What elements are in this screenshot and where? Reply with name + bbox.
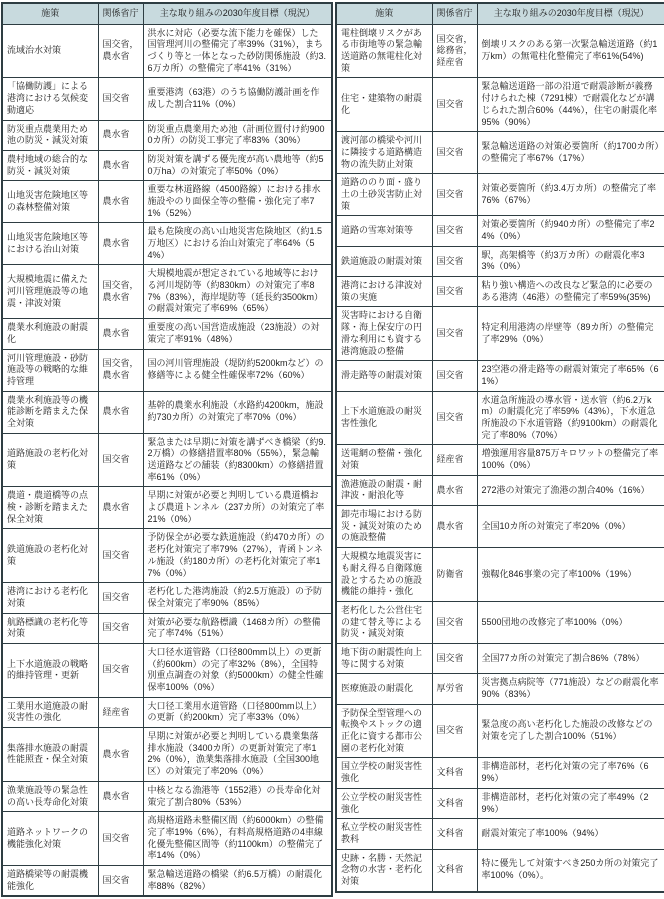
cell-ministry: 国交省 bbox=[432, 277, 477, 307]
cell-target: 予防保全が必要な鉄道施設（約470カ所）の老朽化対策完了率79%（27%），青函トンネル施設（約180カ所）の老朽化対策完了率17%（0%） bbox=[143, 529, 332, 583]
cell-ministry: 国交省，総務省，経産省 bbox=[432, 24, 477, 78]
table-row bbox=[2, 349, 332, 391]
table-row bbox=[336, 307, 664, 361]
cell-measure: 国立学校の耐災害性強化 bbox=[336, 758, 432, 788]
cell-target: 緊急または早期に対策を講ずべき橋梁（約9.2万橋）の修繕措置率80%（55%），緊急輸送道路などの舗装（約8300km）の修繕措置率61%（0%） bbox=[143, 433, 332, 487]
cell-target: 緊急度の高い老朽化した施設の改修などの対策を完了した割合100%（51%） bbox=[477, 704, 664, 758]
cell-ministry: 国交省 bbox=[98, 529, 143, 583]
table-row bbox=[336, 445, 664, 475]
cell-target: 粘り強い構造への改良など緊急的に必要のある港湾（46港）の整備完了率59%(35%) bbox=[477, 277, 664, 307]
cell-ministry: 農水省 bbox=[98, 150, 143, 180]
cell-measure: 史跡・名勝・天然記念物の水害・老朽化対策 bbox=[336, 849, 432, 892]
column-header-measure: 施策 bbox=[2, 3, 98, 24]
cell-ministry: 農水省 bbox=[98, 728, 143, 782]
cell-target: 中核となる漁港等（1552港）の長寿命化対策完了割合80%（53%） bbox=[143, 781, 332, 811]
cell-measure: 上下水道施設の耐災害性強化 bbox=[336, 391, 432, 445]
cell-ministry: 文科省 bbox=[432, 758, 477, 788]
cell-measure: 集落排水施設の耐震性能照査・保全対策 bbox=[2, 728, 98, 782]
column-header-target: 主な取り組みの2030年度目標（現況） bbox=[143, 3, 332, 24]
table-row bbox=[336, 819, 664, 849]
cell-target: 重要度の高い国営造成施設（23施設）の対策完了率91%（48%） bbox=[143, 319, 332, 349]
table-row bbox=[336, 475, 664, 505]
cell-target: 防災重点農業用ため池（計画位置付け約9000カ所）の防災工事完了率83%（30%） bbox=[143, 120, 332, 150]
cell-target: 23空港の滑走路等の耐震対策完了率65%（61%） bbox=[477, 361, 664, 391]
table-row bbox=[2, 120, 332, 150]
cell-measure: 農業水利施設の耐震化 bbox=[2, 319, 98, 349]
cell-ministry: 農水省 bbox=[98, 391, 143, 433]
table-row bbox=[2, 812, 332, 866]
cell-target: 緊急輸送道路の橋梁（約6.5万橋）の耐震化率88%（82%） bbox=[143, 865, 332, 896]
cell-target: 大規模地震が想定されている地域等における河川堤防等（約830km）の対策完了率87%（83%），海岸堤防等（延長約3500km）の耐震対策完了率69%（65%） bbox=[143, 265, 332, 319]
table-row bbox=[2, 78, 332, 120]
cell-measure: 鉄道施設の耐震対策 bbox=[336, 246, 432, 276]
cell-target: 大口径水道管路（口径800mm以上）の更新（約600km）の完了率32%（8%），全国特別重点調査の対象（約5000km）の健全性確保率100%（0%） bbox=[143, 643, 332, 697]
cell-target: 5500団地の改修完了率100%（0%） bbox=[477, 601, 664, 643]
cell-measure: 農村地域の総合的な防災・減災対策 bbox=[2, 150, 98, 180]
table-row bbox=[2, 319, 332, 349]
cell-ministry: 国交省，農水省 bbox=[98, 265, 143, 319]
cell-measure: 道路の雪寒対策等 bbox=[336, 216, 432, 246]
cell-ministry: 農水省 bbox=[98, 181, 143, 223]
table-row bbox=[2, 865, 332, 896]
cell-ministry: 国交省 bbox=[98, 865, 143, 896]
cell-target: 増強運用容量875万キロワットの整備完了率100%（0%） bbox=[477, 445, 664, 475]
cell-ministry: 国交省 bbox=[432, 246, 477, 276]
cell-measure: 大規模地震に備えた河川管理施設等の地震・津波対策 bbox=[2, 265, 98, 319]
cell-measure: 公立学校の耐災害性強化 bbox=[336, 788, 432, 818]
cell-measure: 鉄道施設の老朽化対策 bbox=[2, 529, 98, 583]
cell-ministry: 国交省 bbox=[432, 704, 477, 758]
cell-measure: 流域治水対策 bbox=[2, 24, 98, 78]
column-header-ministry: 関係省庁 bbox=[98, 3, 143, 24]
cell-target: 非構造部材，老朽化対策の完了率76%（69%） bbox=[477, 758, 664, 788]
cell-ministry: 国交省 bbox=[98, 613, 143, 643]
cell-target: 高規格道路未整備区間（約6000km）の整備完了率19%（6%），有料高規格道路の4車線化優先整備区間等（約1100km）の整備完了率14%（0%） bbox=[143, 812, 332, 866]
table-row bbox=[336, 361, 664, 391]
cell-target: 特定利用港湾の岸壁等（89カ所）の整備完了率29%（0%） bbox=[477, 307, 664, 361]
table-row bbox=[336, 674, 664, 704]
table-row bbox=[2, 728, 332, 782]
cell-measure: 山地災害危険地区等の森林整備対策 bbox=[2, 181, 98, 223]
table-row bbox=[336, 601, 664, 643]
cell-ministry: 国交省 bbox=[432, 307, 477, 361]
cell-target: 国の河川管理施設（堤防約5200kmなど）の修繕等による健全性確保率72%（60%） bbox=[143, 349, 332, 391]
measures-table-right bbox=[335, 2, 664, 893]
cell-ministry: 国交省 bbox=[98, 583, 143, 613]
cell-measure: 大規模な地震災害にも耐え得る自衛隊施設とするための施設機能の維持・強化 bbox=[336, 548, 432, 602]
table-row bbox=[336, 216, 664, 246]
cell-ministry: 文科省 bbox=[432, 788, 477, 818]
cell-ministry: 国交省，農水省 bbox=[98, 349, 143, 391]
cell-ministry: 国交省 bbox=[98, 643, 143, 697]
cell-measure: 老朽化した公営住宅の建て替え等による防災・減災対策 bbox=[336, 601, 432, 643]
cell-target: 緊急輸送道路一部の沿道で耐震診断が義務付けられた棟（7291棟）で耐震化などが講じられた割合60%（44%），住宅の耐震化率95%（90%） bbox=[477, 78, 664, 132]
cell-target: 全国10カ所の対策完了率20%（0%） bbox=[477, 506, 664, 548]
cell-target: 対策必要箇所（約940カ所）の整備完了率24%（0%） bbox=[477, 216, 664, 246]
cell-measure: 卸売市場における防災・減災対策のための施設整備 bbox=[336, 506, 432, 548]
table-row bbox=[336, 506, 664, 548]
table-row bbox=[336, 246, 664, 276]
table-row bbox=[336, 391, 664, 445]
cell-ministry: 国交省，農水省 bbox=[98, 24, 143, 78]
table-row bbox=[336, 277, 664, 307]
cell-ministry: 国交省 bbox=[98, 78, 143, 120]
cell-target: 早期に対策が必要と判明している農道橋および農道トンネル（237カ所）の対策完了率21%（0%） bbox=[143, 487, 332, 529]
cell-target: 耐震対策完了率100%（94%） bbox=[477, 819, 664, 849]
cell-ministry: 文科省 bbox=[432, 849, 477, 892]
cell-target: 非構造部材，老朽化対策の完了率49%（29%） bbox=[477, 788, 664, 818]
table-row bbox=[2, 24, 332, 78]
cell-measure: 電柱倒壊リスクがある市街地等の緊急輸送道路の無電柱化対策 bbox=[336, 24, 432, 78]
cell-measure: 港湾における津波対策の実施 bbox=[336, 277, 432, 307]
column-header-target: 主な取り組みの2030年度目標（現況） bbox=[477, 3, 664, 24]
cell-ministry: 国交省 bbox=[432, 132, 477, 174]
cell-target: 重要港湾（63港）のうち協働防護計画を作成した割合11%（0%） bbox=[143, 78, 332, 120]
cell-measure: 「協働防護」による港湾における気候変動適応 bbox=[2, 78, 98, 120]
table-row bbox=[2, 697, 332, 727]
table-row bbox=[2, 223, 332, 265]
cell-target: 倒壊リスクのある第一次緊急輸送道路（約1万km）の無電柱化整備完了率61%(54%) bbox=[477, 24, 664, 78]
cell-ministry: 国交省 bbox=[432, 361, 477, 391]
cell-target: 重要な林道路線（4500路線）における排水施設やのり面保全等の整備・強化完了率71%（52%） bbox=[143, 181, 332, 223]
cell-ministry: 国交省 bbox=[98, 433, 143, 487]
table-row bbox=[2, 613, 332, 643]
cell-measure: 防災重点農業用ため池の防災・減災対策 bbox=[2, 120, 98, 150]
cell-ministry: 農水省 bbox=[432, 506, 477, 548]
table-row bbox=[2, 181, 332, 223]
table-row bbox=[336, 78, 664, 132]
table-row bbox=[2, 487, 332, 529]
cell-target: 基幹的農業水利施設（水路約4200km，施設約730カ所）の対策完了率70%（0%） bbox=[143, 391, 332, 433]
cell-target: 対策が必要な航路標識（1468カ所）の整備完了率74%（51%） bbox=[143, 613, 332, 643]
cell-measure: 上下水道施設の戦略的維持管理・更新 bbox=[2, 643, 98, 697]
cell-target: 272港の対策完了漁港の割合40%（16%） bbox=[477, 475, 664, 505]
table-row bbox=[2, 643, 332, 697]
cell-measure: 農道・農道橋等の点検・診断を踏まえた保全対策 bbox=[2, 487, 98, 529]
cell-ministry: 農水省 bbox=[98, 781, 143, 811]
cell-target: 老朽化した港湾施設（約2.5万施設）の予防保全対策完了率90%（85%） bbox=[143, 583, 332, 613]
cell-ministry: 国交省 bbox=[432, 643, 477, 673]
table-row bbox=[2, 529, 332, 583]
cell-ministry: 文科省 bbox=[432, 819, 477, 849]
cell-measure: 滑走路等の耐震対策 bbox=[336, 361, 432, 391]
cell-ministry: 国交省 bbox=[432, 174, 477, 216]
cell-measure: 道路橋梁等の耐震機能強化 bbox=[2, 865, 98, 896]
cell-target: 駅，高架橋等（約3万カ所）の耐震化率33%（0%） bbox=[477, 246, 664, 276]
cell-measure: 港湾における老朽化対策 bbox=[2, 583, 98, 613]
table-header-left bbox=[2, 3, 332, 24]
cell-target: 対策必要箇所（約3.4万カ所）の整備完了率76%（67%） bbox=[477, 174, 664, 216]
cell-measure: 私立学校の耐災害性教科 bbox=[336, 819, 432, 849]
table-row bbox=[2, 150, 332, 180]
cell-measure: 漁港施設の耐震・耐津波・耐浪化等 bbox=[336, 475, 432, 505]
cell-ministry: 農水省 bbox=[98, 319, 143, 349]
cell-target: 強靱化846事業の完了率100%（19%） bbox=[477, 548, 664, 602]
cell-measure: 予防保全型管理への転換やストックの適正化に資する都市公園の老朽化対策 bbox=[336, 704, 432, 758]
cell-target: 緊急輸送道路の対策必要箇所（約1700カ所）の整備完了率67%（17%） bbox=[477, 132, 664, 174]
table-row bbox=[2, 391, 332, 433]
cell-measure: 河川管理施設・砂防施設等の戦略的な維持管理 bbox=[2, 349, 98, 391]
cell-measure: 医療施設の耐震化 bbox=[336, 674, 432, 704]
cell-ministry: 国交省 bbox=[432, 216, 477, 246]
cell-target: 全国77カ所の対策完了割合86%（78%） bbox=[477, 643, 664, 673]
table-header-right bbox=[336, 3, 664, 24]
table-row bbox=[336, 548, 664, 602]
column-header-measure: 施策 bbox=[336, 3, 432, 24]
table-row bbox=[2, 583, 332, 613]
cell-measure: 農業水利施設等の機能診断を踏まえた保全対策 bbox=[2, 391, 98, 433]
cell-measure: 道路ののり面・盛り土の土砂災害防止対策 bbox=[336, 174, 432, 216]
measures-table-left bbox=[1, 2, 333, 897]
cell-target: 洪水に対応（必要な流下能力を確保）した国管理河川の整備完了率39%（31%），まちづくり等と一体となった砂防関係施設（約3.6万カ所）の整備完了率41%（31%） bbox=[143, 24, 332, 78]
table-row bbox=[336, 132, 664, 174]
cell-target: 水道急所施設の導水管・送水管（約6.2万km）の耐震化完了率59%（43%），下水道急所施設の下水道管路（約9100km）の耐震化完了率80%（70%） bbox=[477, 391, 664, 445]
cell-ministry: 農水省 bbox=[98, 120, 143, 150]
cell-measure: 地下街の耐震性向上等に関する対策 bbox=[336, 643, 432, 673]
cell-ministry: 経産省 bbox=[98, 697, 143, 727]
cell-target: 防災対策を講ずる優先度が高い農地等（約50万ha）の対策完了率50%（0%） bbox=[143, 150, 332, 180]
cell-target: 特に優先して対策すべき250カ所の対策完了率100%（0%）。 bbox=[477, 849, 664, 892]
table-row bbox=[336, 849, 664, 892]
cell-ministry: 国交省 bbox=[432, 78, 477, 132]
cell-ministry: 防衛省 bbox=[432, 548, 477, 602]
cell-target: 災害拠点病院等（771施設）などの耐震化率90%（83%） bbox=[477, 674, 664, 704]
table-row bbox=[336, 643, 664, 673]
cell-ministry: 農水省 bbox=[432, 475, 477, 505]
cell-ministry: 国交省 bbox=[432, 601, 477, 643]
cell-measure: 渡河部の橋梁や河川に隣接する道路構造物の流失防止対策 bbox=[336, 132, 432, 174]
table-row bbox=[336, 174, 664, 216]
cell-ministry: 厚労省 bbox=[432, 674, 477, 704]
cell-measure: 道路ネットワークの機能強化対策 bbox=[2, 812, 98, 866]
cell-measure: 道路施設の老朽化対策 bbox=[2, 433, 98, 487]
table-row bbox=[336, 758, 664, 788]
cell-target: 早期に対策が必要と判明している農業集落排水施設（3400カ所）の更新対策完了率12%（0%），漁業集落排水施設（全国300地区）の対策完了率20%（0%） bbox=[143, 728, 332, 782]
table-row bbox=[2, 781, 332, 811]
table-row bbox=[2, 433, 332, 487]
cell-measure: 災害時における自衛隊・海上保安庁の円滑な利用にも資する港湾施設の整備 bbox=[336, 307, 432, 361]
table-row bbox=[2, 265, 332, 319]
column-header-ministry: 関係省庁 bbox=[432, 3, 477, 24]
cell-ministry: 経産省 bbox=[432, 445, 477, 475]
table-row bbox=[336, 788, 664, 818]
cell-measure: 航路標識の老朽化等対策 bbox=[2, 613, 98, 643]
cell-ministry: 農水省 bbox=[98, 223, 143, 265]
cell-measure: 住宅・建築物の耐震化 bbox=[336, 78, 432, 132]
cell-target: 大口径工業用水道管路（口径800mm以上）の更新（約200km）完了率33%（0%） bbox=[143, 697, 332, 727]
cell-ministry: 国交省 bbox=[98, 812, 143, 866]
cell-measure: 工業用水道施設の耐災害性の強化 bbox=[2, 697, 98, 727]
table-row bbox=[336, 24, 664, 78]
cell-measure: 漁業施設等の緊急性の高い長寿命化対策 bbox=[2, 781, 98, 811]
cell-ministry: 農水省 bbox=[98, 487, 143, 529]
table-row bbox=[336, 704, 664, 758]
cell-measure: 山地災害危険地区等における治山対策 bbox=[2, 223, 98, 265]
cell-target: 最も危険度の高い山地災害危険地区（約1.5万地区）における治山対策完了率64%（54%） bbox=[143, 223, 332, 265]
cell-ministry: 国交省 bbox=[432, 391, 477, 445]
cell-measure: 送電網の整備・強化対策 bbox=[336, 445, 432, 475]
